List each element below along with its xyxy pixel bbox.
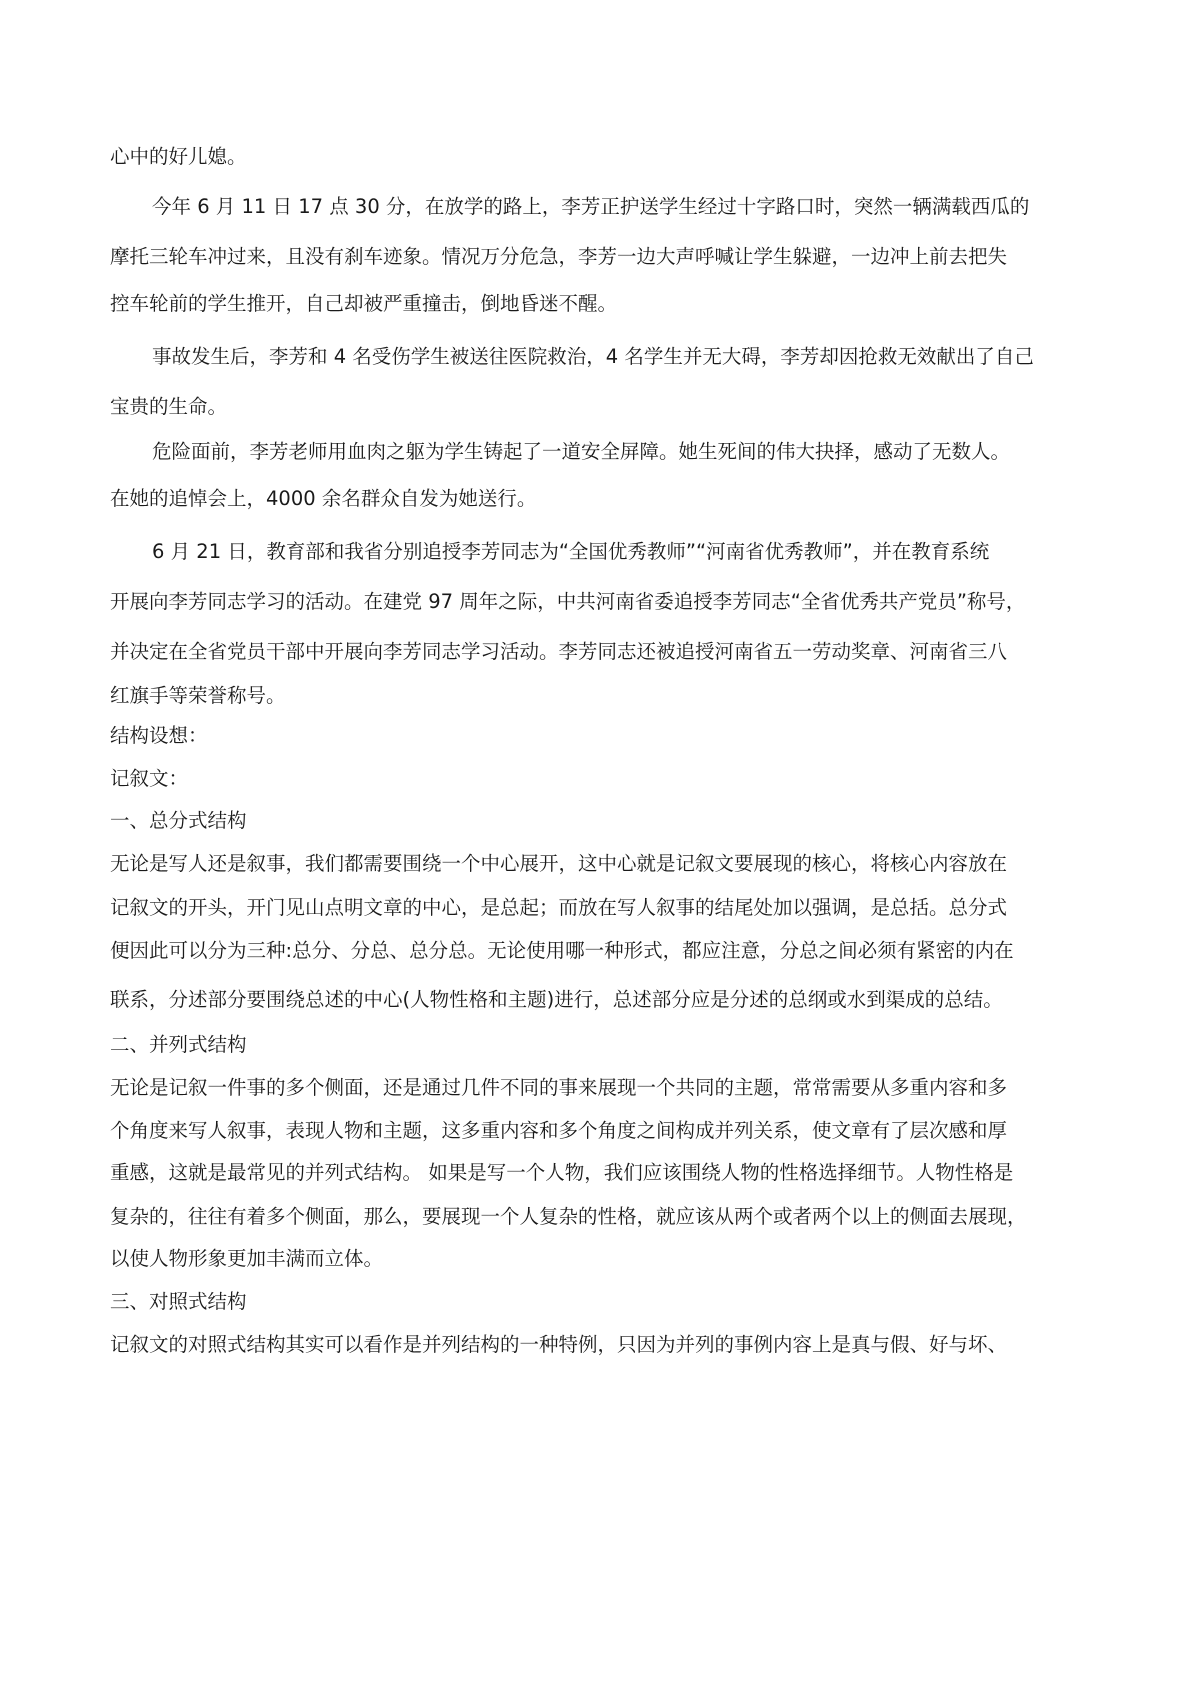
text-line: 个角度来写人叙事，表现人物和主题，这多重内容和多个角度之间构成并列关系，使文章有了层次感和厚 [110, 1119, 1008, 1142]
text-line: 便因此可以分为三种:总分、分总、总分总。无论使用哪一种形式，都应注意，分总之间必须有紧密的内在 [110, 939, 1014, 962]
text-line: 开展向李芳同志学习的活动。在建党 97 周年之际，中共河南省委追授李芳同志“全省优秀共产党员”称号， [110, 590, 1026, 613]
text-line: 心中的好儿媳。 [110, 145, 247, 168]
text-line: 事故发生后，李芳和 4 名受伤学生被送往医院救治，4 名学生并无大碍，李芳却因抢救无效献出了自己 [152, 345, 1034, 368]
section-heading: 一、总分式结构 [110, 809, 247, 832]
text-line: 控车轮前的学生推开，自己却被严重撞击，倒地昏迷不醒。 [110, 292, 618, 315]
text-line: 今年 6 月 11 日 17 点 30 分，在放学的路上，李芳正护送学生经过十字路口时，突然一辆满载西瓜的 [152, 195, 1030, 218]
text-line: 并决定在全省党员干部中开展向李芳同志学习活动。李芳同志还被追授河南省五一劳动奖章、河南省三八 [110, 640, 1008, 663]
text-line: 红旗手等荣誉称号。 [110, 684, 286, 707]
text-line: 摩托三轮车冲过来，且没有刹车迹象。情况万分危急，李芳一边大声呼喊让学生躲避，一边冲上前去把失 [110, 245, 1008, 268]
text-line: 无论是写人还是叙事，我们都需要围绕一个中心展开，这中心就是记叙文要展现的核心，将核心内容放在 [110, 852, 1008, 875]
section-heading: 记叙文： [110, 767, 189, 790]
text-line: 重感，这就是最常见的并列式结构。 如果是写一个人物，我们应该围绕人物的性格选择细节。人物性格是 [110, 1161, 1014, 1184]
text-line: 宝贵的生命。 [110, 395, 228, 418]
text-line: 以使人物形象更加丰满而立体。 [110, 1247, 384, 1270]
section-heading: 三、对照式结构 [110, 1290, 247, 1313]
text-line: 记叙文的开头，开门见山点明文章的中心，是总起；而放在写人叙事的结尾处加以强调，是总括。总分式 [110, 896, 1008, 919]
text-line: 在她的追悼会上，4000 余名群众自发为她送行。 [110, 487, 537, 510]
text-line: 无论是记叙一件事的多个侧面，还是通过几件不同的事来展现一个共同的主题，常常需要从多重内容和多 [110, 1076, 1008, 1099]
text-line: 危险面前，李芳老师用血肉之躯为学生铸起了一道安全屏障。她生死间的伟大抉择，感动了无数人。 [152, 440, 1011, 463]
section-heading: 二、并列式结构 [110, 1033, 247, 1056]
text-line: 记叙文的对照式结构其实可以看作是并列结构的一种特例，只因为并列的事例内容上是真与假、好与坏、 [110, 1333, 1008, 1356]
text-line: 联系，分述部分要围绕总述的中心(人物性格和主题)进行，总述部分应是分述的总纲或水到渠成的总结。 [110, 988, 1003, 1011]
section-heading: 结构设想： [110, 724, 208, 747]
text-line: 复杂的，往往有着多个侧面，那么，要展现一个人复杂的性格，就应该从两个或者两个以上的侧面去展现， [110, 1205, 1027, 1228]
text-line: 6 月 21 日，教育部和我省分别追授李芳同志为“全国优秀教师”“河南省优秀教师”，并在教育系统 [152, 540, 990, 563]
